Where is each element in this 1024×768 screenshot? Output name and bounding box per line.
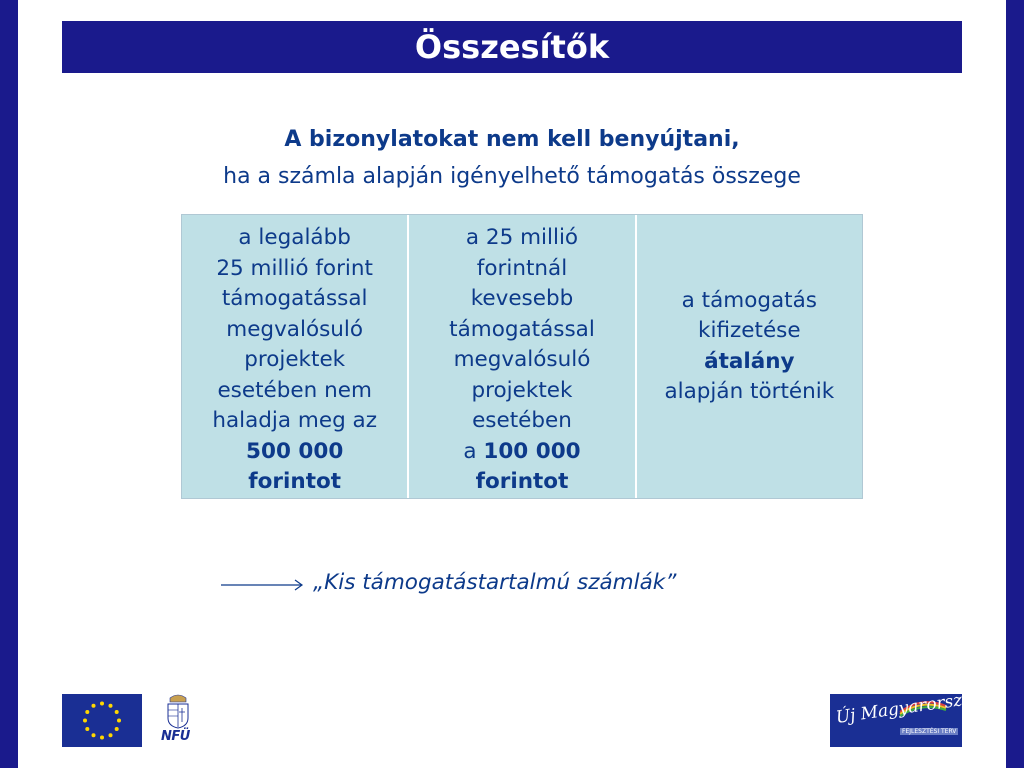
cell-amount: 100 000 bbox=[483, 438, 581, 464]
table-cell-col3 bbox=[635, 215, 862, 498]
eu-flag-icon bbox=[62, 694, 142, 747]
new-hungary-logo-text: Új Magyarország bbox=[834, 687, 985, 728]
eu-star-icon bbox=[109, 733, 113, 737]
cell-line: támogatással bbox=[449, 316, 595, 342]
cell-prefix: a bbox=[463, 438, 484, 464]
cell-line bbox=[413, 437, 630, 468]
conditions-table bbox=[181, 214, 863, 499]
table-cell-col1 bbox=[182, 215, 407, 498]
new-hungary-logo bbox=[830, 687, 985, 747]
eu-star-icon bbox=[115, 710, 119, 714]
cell-line: támogatással bbox=[221, 286, 368, 311]
table-cell-col2 bbox=[407, 215, 634, 498]
arrow-right-icon bbox=[221, 577, 305, 593]
cell-line: megvalósuló bbox=[453, 347, 591, 372]
eu-star-icon bbox=[100, 736, 104, 740]
cell-keyword: átalány bbox=[704, 348, 795, 374]
intro-line-bold: A bizonylatokat nem kell benyújtani, bbox=[284, 127, 740, 152]
cell-line: esetében nem bbox=[217, 377, 372, 403]
cell-line: a 25 millió bbox=[465, 225, 579, 250]
eu-star-icon bbox=[115, 727, 119, 731]
eu-stars-icon bbox=[62, 694, 142, 747]
new-hungary-logo-subtext: FEJLESZTÉSI TERV bbox=[902, 728, 957, 735]
cell-amount-unit: forintot bbox=[475, 469, 569, 494]
page-title: Összesítők bbox=[414, 28, 610, 66]
right-border-bar bbox=[1006, 0, 1024, 768]
cell-amount-unit: forintot bbox=[248, 469, 342, 494]
cell-line: projektek bbox=[471, 377, 573, 403]
cell-line: megvalósuló bbox=[226, 316, 364, 342]
cell-line: a legalább bbox=[238, 225, 351, 250]
eu-star-icon bbox=[109, 704, 113, 708]
footnote: „Kis támogatástartalmú számlák” bbox=[313, 570, 677, 595]
eu-star-icon bbox=[85, 710, 89, 714]
cell-line: 25 millió forint bbox=[216, 255, 373, 281]
eu-star-icon bbox=[85, 727, 89, 731]
title-bar bbox=[62, 21, 962, 73]
cell-line: haladja meg az bbox=[212, 408, 378, 433]
left-border-bar bbox=[0, 0, 18, 768]
cell-line: kevesebb bbox=[470, 286, 574, 311]
cell-line: esetében bbox=[472, 408, 572, 433]
intro-line: ha a számla alapján igényelhető támogatás összege bbox=[223, 164, 801, 189]
nfu-logo-text: NFÜ bbox=[161, 729, 190, 744]
eu-star-icon bbox=[117, 719, 121, 723]
eu-star-icon bbox=[83, 719, 87, 723]
cell-line: a támogatás bbox=[681, 287, 817, 313]
cell-line: projektek bbox=[244, 347, 346, 372]
cell-line: alapján történik bbox=[664, 379, 835, 404]
cell-amount: 500 000 bbox=[246, 438, 344, 464]
cell-line: kifizetése bbox=[698, 318, 801, 343]
eu-star-icon bbox=[92, 733, 96, 737]
cell-line: forintnál bbox=[476, 255, 568, 281]
eu-star-icon bbox=[100, 702, 104, 706]
eu-star-icon bbox=[92, 704, 96, 708]
